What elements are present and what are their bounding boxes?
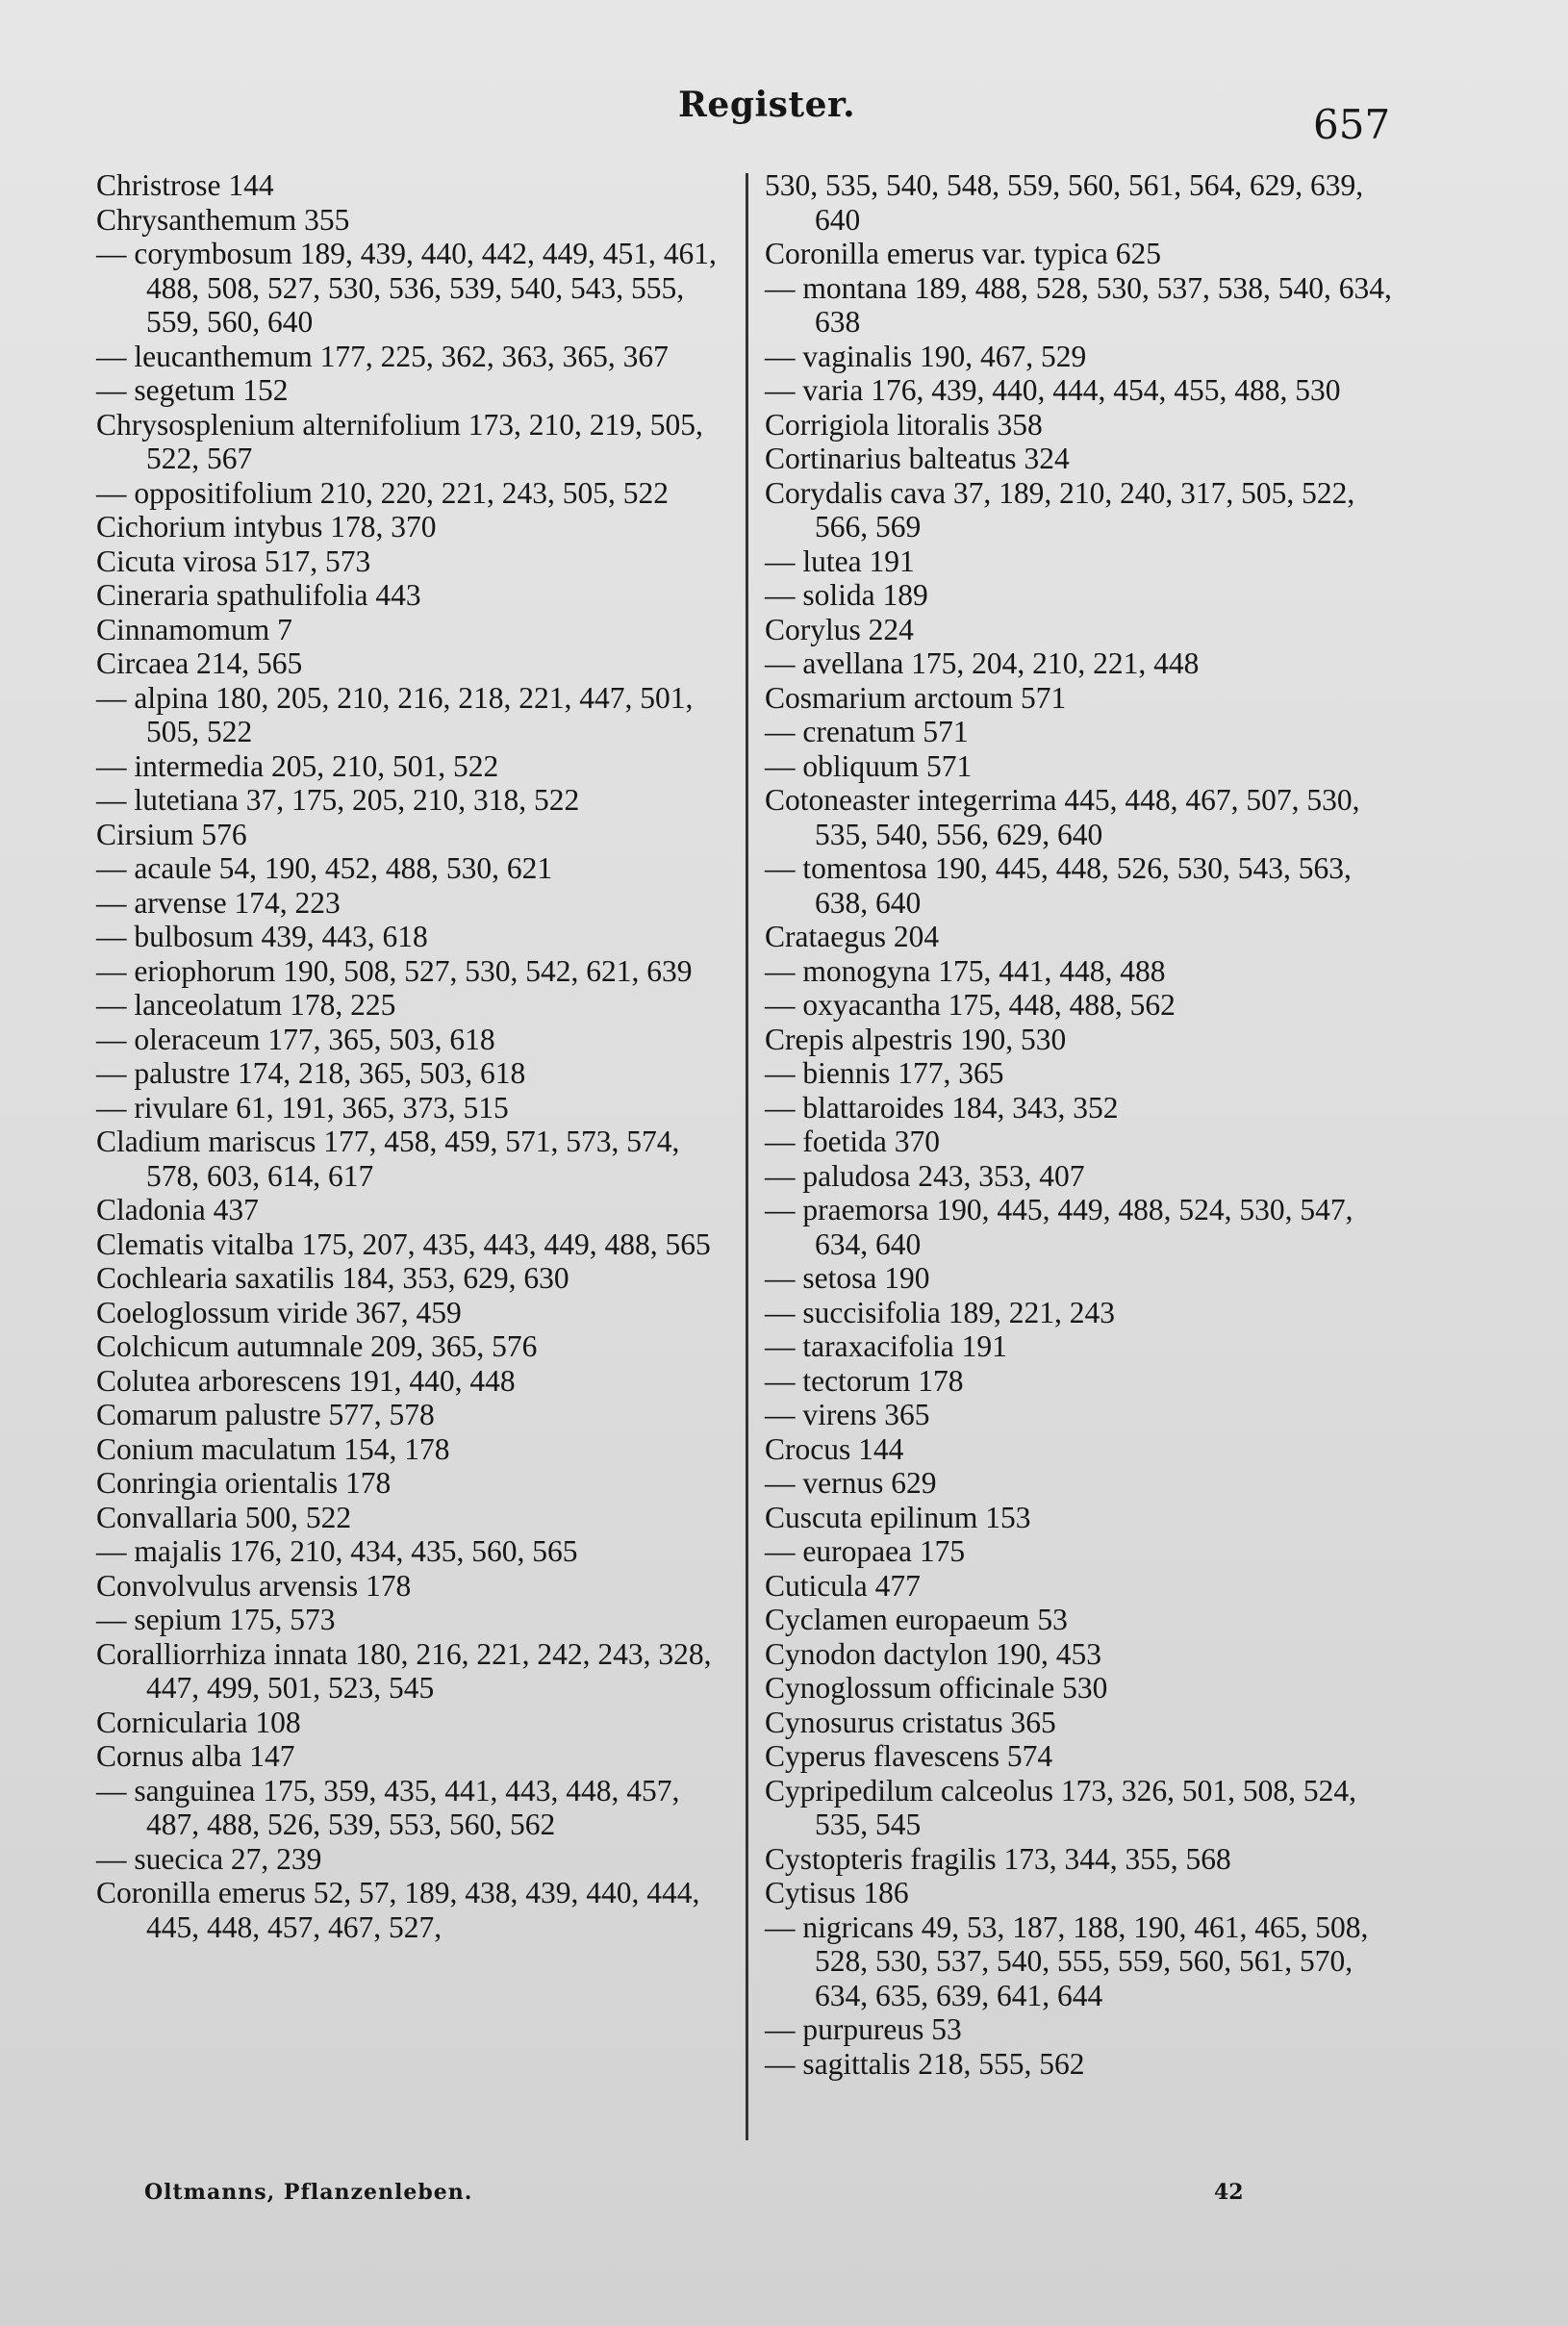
index-entry: Cladonia 437 — [96, 1193, 259, 1226]
footer-signature: Oltmanns, Pflanzenleben. — [144, 2180, 473, 2205]
index-entry: Coronilla emerus 52, 57, 189, 438, 439, 440, 444, 445, 448, 457, 467, 527, — [96, 1876, 700, 1944]
index-entry: — setosa 190 — [765, 1261, 930, 1295]
index-entry: — corymbosum 189, 439, 440, 442, 449, 451, 461, 488, 508, 527, 530, 536, 539, 540, 543, 555, 559, 560, 640 — [96, 237, 717, 339]
page-number: 657 — [1313, 101, 1391, 148]
index-entry: — suecica 27, 239 — [96, 1841, 322, 1876]
index-entry: — biennis 177, 365 — [765, 1056, 1004, 1090]
index-entry: Cichorium intybus 178, 370 — [96, 510, 437, 544]
index-entry: — sepium 175, 573 — [96, 1603, 336, 1636]
index-entry: Cynosurus cristatus 365 — [765, 1705, 1056, 1739]
index-entry: Cuscuta epilinum 153 — [765, 1500, 1031, 1534]
index-entry: Crataegus 204 — [765, 920, 940, 953]
index-entry: Cyclamen europaeum 53 — [765, 1603, 1068, 1636]
index-entry: Cotoneaster integerrima 445, 448, 467, 507, 530, 535, 540, 556, 629, 640 — [765, 783, 1360, 851]
index-entry: — oppositifolium 210, 220, 221, 243, 505, 522 — [96, 475, 670, 510]
index-entry: — nigricans 49, 53, 187, 188, 190, 461, 465, 508, 528, 530, 537, 540, 555, 559, 560, 561, 570, 634, 635, 639, 641, 644 — [765, 1909, 1369, 2012]
index-entry: — purpureus 53 — [765, 2012, 962, 2046]
index-column-right — [765, 168, 1400, 2081]
index-entry: Corylus 224 — [765, 612, 914, 646]
index-column-left — [96, 168, 731, 1944]
index-entry: Coronilla emerus var. typica 625 — [765, 237, 1162, 270]
index-entry: Cuticula 477 — [765, 1568, 921, 1603]
index-entry: — paludosa 243, 353, 407 — [765, 1158, 1085, 1193]
sheet-number: 42 — [1214, 2180, 1244, 2205]
index-entry: Cineraria spathulifolia 443 — [96, 578, 421, 612]
index-entry: Comarum palustre 577, 578 — [96, 1398, 435, 1431]
index-entry: Conringia orientalis 178 — [96, 1466, 392, 1500]
index-entry: Cystopteris fragilis 173, 344, 355, 568 — [765, 1841, 1231, 1876]
index-entry: Cyperus flavescens 574 — [765, 1739, 1053, 1773]
index-entry: Corrigiola litoralis 358 — [765, 407, 1043, 442]
index-entry: Christrose 144 — [96, 168, 274, 202]
index-entry: Crepis alpestris 190, 530 — [765, 1022, 1067, 1056]
index-entry: — lutetiana 37, 175, 205, 210, 318, 522 — [96, 783, 580, 817]
index-entry: Cypripedilum calceolus 173, 326, 501, 508, 524, 535, 545 — [765, 1773, 1357, 1841]
index-entry: — praemorsa 190, 445, 449, 488, 524, 530, 547, 634, 640 — [765, 1193, 1353, 1261]
index-entry: — bulbosum 439, 443, 618 — [96, 920, 428, 953]
index-entry: — tomentosa 190, 445, 448, 526, 530, 543, 563, 638, 640 — [765, 851, 1352, 920]
index-entry: Coralliorrhiza innata 180, 216, 221, 242, 243, 328, 447, 499, 501, 523, 545 — [96, 1636, 712, 1705]
index-entry: — sanguinea 175, 359, 435, 441, 443, 448, 457, 487, 488, 526, 539, 553, 560, 562 — [96, 1773, 680, 1841]
index-entry: — alpina 180, 205, 210, 216, 218, 221, 447, 501, 505, 522 — [96, 680, 694, 748]
index-entry: — majalis 176, 210, 434, 435, 560, 565 — [96, 1534, 578, 1568]
index-entry: — solida 189 — [765, 578, 928, 612]
index-entry: Cicuta virosa 517, 573 — [96, 544, 371, 578]
index-entry: — sagittalis 218, 555, 562 — [765, 2046, 1085, 2081]
index-entry: Colchicum autumnale 209, 365, 576 — [96, 1329, 538, 1363]
index-entry: Cosmarium arctoum 571 — [765, 680, 1067, 715]
index-entry: — eriophorum 190, 508, 527, 530, 542, 621, 639 — [96, 953, 693, 988]
index-entry: — lanceolatum 178, 225 — [96, 988, 396, 1022]
running-header: Register. — [678, 85, 856, 125]
index-entry: Cinnamomum 7 — [96, 612, 292, 646]
index-entry: Conium maculatum 154, 178 — [96, 1431, 450, 1466]
index-entry: Cortinarius balteatus 324 — [765, 442, 1070, 475]
index-entry: Cytisus 186 — [765, 1876, 909, 1909]
index-entry: Convolvulus arvensis 178 — [96, 1568, 412, 1603]
index-entry: Corydalis cava 37, 189, 210, 240, 317, 505, 522, 566, 569 — [765, 475, 1355, 544]
index-entry: Cornicularia 108 — [96, 1705, 301, 1739]
index-entry: — taraxacifolia 191 — [765, 1329, 1007, 1363]
index-entry: — monogyna 175, 441, 448, 488 — [765, 953, 1166, 988]
column-divider — [746, 173, 748, 2140]
index-entry: Cynoglossum officinale 530 — [765, 1671, 1108, 1705]
index-entry: — europaea 175 — [765, 1534, 966, 1568]
index-entry: — leucanthemum 177, 225, 362, 363, 365, 367 — [96, 339, 669, 373]
index-entry: — crenatum 571 — [765, 715, 969, 748]
index-entry: — foetida 370 — [765, 1125, 940, 1158]
index-entry: — blattaroides 184, 343, 352 — [765, 1090, 1119, 1125]
index-entry: — rivulare 61, 191, 365, 373, 515 — [96, 1090, 509, 1125]
index-entry: — intermedia 205, 210, 501, 522 — [96, 748, 499, 783]
index-entry: — montana 189, 488, 528, 530, 537, 538, 540, 634, 638 — [765, 270, 1392, 339]
index-entry: — varia 176, 439, 440, 444, 454, 455, 488, 530 — [765, 373, 1341, 407]
index-entry: Colutea arborescens 191, 440, 448 — [96, 1363, 516, 1398]
index-entry: Circaea 214, 565 — [96, 646, 303, 680]
index-entry: — segetum 152 — [96, 373, 289, 407]
index-entry: — palustre 174, 218, 365, 503, 618 — [96, 1056, 526, 1090]
index-entry: — acaule 54, 190, 452, 488, 530, 621 — [96, 851, 553, 885]
index-entry: — oleraceum 177, 365, 503, 618 — [96, 1022, 495, 1056]
index-entry: — arvense 174, 223 — [96, 885, 341, 920]
index-entry: Cochlearia saxatilis 184, 353, 629, 630 — [96, 1261, 569, 1295]
index-entry: — tectorum 178 — [765, 1363, 964, 1398]
index-entry: Chrysanthemum 355 — [96, 202, 350, 237]
index-entry: — vernus 629 — [765, 1466, 937, 1500]
index-entry: — oxyacantha 175, 448, 488, 562 — [765, 988, 1176, 1022]
index-entry: — virens 365 — [765, 1398, 930, 1431]
index-entry: Cirsium 576 — [96, 817, 247, 851]
index-entry: — obliquum 571 — [765, 748, 973, 783]
index-entry: Convallaria 500, 522 — [96, 1500, 352, 1534]
index-entry: Clematis vitalba 175, 207, 435, 443, 449, 488, 565 — [96, 1226, 711, 1261]
index-entry: — succisifolia 189, 221, 243 — [765, 1295, 1115, 1329]
index-entry: Cladium mariscus 177, 458, 459, 571, 573, 574, 578, 603, 614, 617 — [96, 1125, 680, 1193]
index-entry: — vaginalis 190, 467, 529 — [765, 339, 1087, 373]
index-entry: Cornus alba 147 — [96, 1739, 295, 1773]
index-entry: — avellana 175, 204, 210, 221, 448 — [765, 646, 1200, 680]
index-entry: Cynodon dactylon 190, 453 — [765, 1636, 1101, 1671]
index-entry: Chrysosplenium alternifolium 173, 210, 219, 505, 522, 567 — [96, 407, 703, 475]
index-entry: Coeloglossum viride 367, 459 — [96, 1295, 462, 1329]
index-entry: Crocus 144 — [765, 1431, 904, 1466]
index-entry: — lutea 191 — [765, 544, 915, 578]
index-entry: 530, 535, 540, 548, 559, 560, 561, 564, 629, 639, 640 — [765, 168, 1364, 237]
